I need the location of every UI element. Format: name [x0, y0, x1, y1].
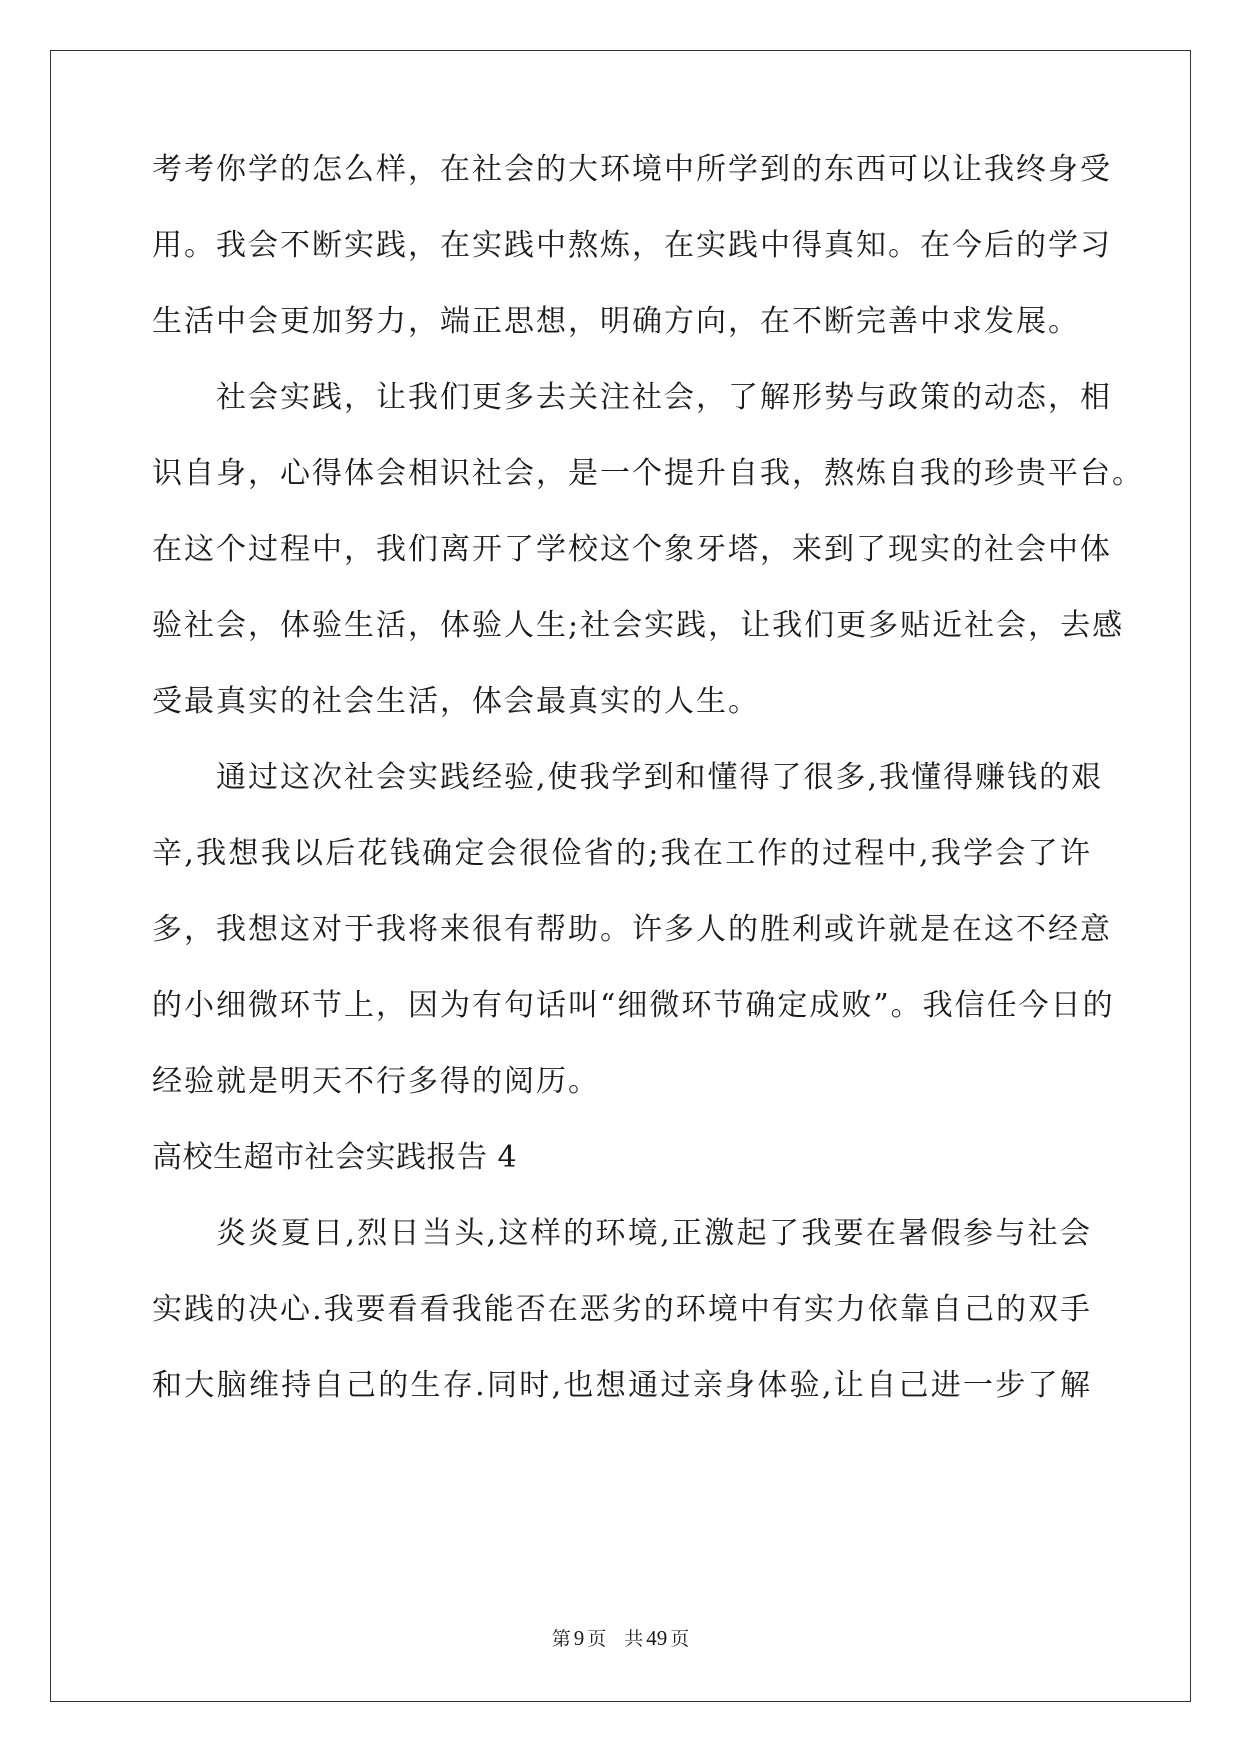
paragraph-line: 受最真实的社会生活，体会最真实的人生。 — [152, 684, 760, 719]
paragraph-line: 和大脑维持自己的生存.同时,也想通过亲身体验,让自己进一步了解 — [152, 1368, 1092, 1403]
paragraph-line: 实践的决心.我要看看我能否在恶劣的环境中有实力依靠自己的双手 — [152, 1292, 1092, 1327]
page-number: 9 — [573, 1626, 585, 1650]
page-prefix: 第 — [551, 1628, 571, 1650]
paragraph-line: 在这个过程中，我们离开了学校这个象牙塔，来到了现实的社会中体 — [152, 532, 1112, 567]
section-heading: 高校生超市社会实践报告 4 — [152, 1140, 518, 1175]
paragraph-line: 考考你学的怎么样，在社会的大环境中所学到的东西可以让我终身受 — [152, 152, 1112, 187]
paragraph-line: 经验就是明天不行多得的阅历。 — [152, 1064, 600, 1099]
paragraph-line: 用。我会不断实践，在实践中熬炼，在实践中得真知。在今后的学习 — [152, 228, 1112, 263]
paragraph-line: 炎炎夏日,烈日当头,这样的环境,正激起了我要在暑假参与社会 — [216, 1216, 1092, 1251]
total-unit: 页 — [670, 1628, 690, 1650]
paragraph-line: 多，我想这对于我将来很有帮助。许多人的胜利或许就是在这不经意 — [152, 912, 1112, 947]
paragraph-line: 的小细微环节上，因为有句话叫“细微环节确定成败”。我信任今日的 — [152, 988, 1115, 1023]
page-border — [50, 50, 1191, 1702]
page-footer — [0, 1626, 1241, 1651]
page-unit: 页 — [587, 1628, 607, 1650]
paragraph-line: 辛,我想我以后花钱确定会很俭省的;我在工作的过程中,我学会了许 — [152, 836, 1092, 871]
paragraph-line: 验社会，体验生活，体验人生;社会实践，让我们更多贴近社会，去感 — [152, 608, 1125, 643]
paragraph-line: 通过这次社会实践经验,使我学到和懂得了很多,我懂得赚钱的艰 — [216, 760, 1104, 795]
paragraph-line: 识自身，心得体会相识社会，是一个提升自我，熬炼自我的珍贵平台。 — [152, 456, 1144, 491]
paragraph-line: 生活中会更加努力，端正思想，明确方向，在不断完善中求发展。 — [152, 304, 1080, 339]
paragraph-line: 社会实践，让我们更多去关注社会，了解形势与政策的动态，相 — [216, 380, 1112, 415]
total-prefix: 共 — [624, 1628, 644, 1650]
total-pages: 49 — [646, 1626, 668, 1650]
